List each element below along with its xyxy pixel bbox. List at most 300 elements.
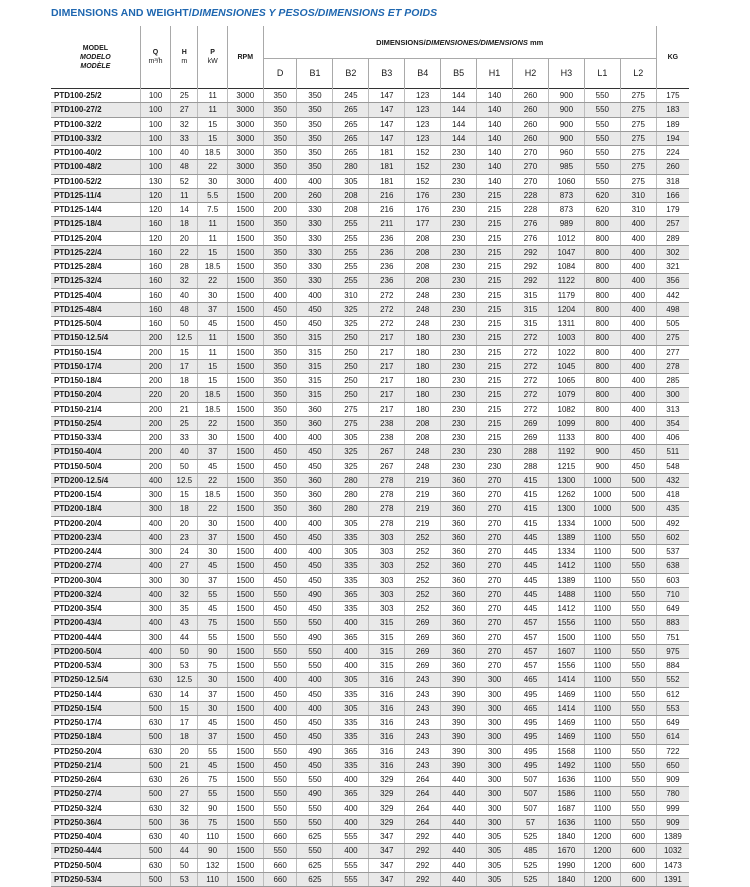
- value-cell: 1469: [548, 730, 584, 744]
- value-cell: 500: [140, 844, 170, 858]
- value-cell: 365: [333, 787, 369, 801]
- model-cell: PTD200-35/4: [51, 602, 140, 616]
- model-cell: PTD125-40/4: [51, 288, 140, 302]
- value-cell: 230: [441, 402, 477, 416]
- weight-cell: 194: [656, 131, 689, 145]
- value-cell: 270: [477, 516, 513, 530]
- value-cell: 400: [140, 530, 170, 544]
- value-cell: 275: [333, 402, 369, 416]
- value-cell: 300: [140, 630, 170, 644]
- value-cell: 390: [441, 701, 477, 715]
- value-cell: 248: [405, 302, 441, 316]
- value-cell: 123: [405, 117, 441, 131]
- value-cell: 400: [620, 374, 656, 388]
- value-cell: 230: [441, 274, 477, 288]
- value-cell: 1100: [584, 815, 620, 829]
- value-cell: 40: [171, 830, 198, 844]
- value-cell: 272: [513, 402, 549, 416]
- value-cell: 800: [584, 317, 620, 331]
- value-cell: 230: [441, 359, 477, 373]
- header-p-label: P: [210, 49, 215, 56]
- value-cell: 400: [297, 545, 333, 559]
- value-cell: 800: [584, 331, 620, 345]
- value-cell: 550: [297, 616, 333, 630]
- value-cell: 365: [333, 744, 369, 758]
- value-cell: 160: [140, 245, 170, 259]
- header-dim-h2: H2: [513, 59, 549, 89]
- value-cell: 315: [297, 388, 333, 402]
- value-cell: 22: [198, 274, 227, 288]
- value-cell: 181: [369, 160, 405, 174]
- value-cell: 900: [548, 103, 584, 117]
- weight-cell: 909: [656, 773, 689, 787]
- value-cell: 1500: [227, 402, 263, 416]
- table-row: [51, 530, 689, 544]
- value-cell: 1045: [548, 359, 584, 373]
- value-cell: 260: [513, 117, 549, 131]
- value-cell: 316: [369, 758, 405, 772]
- value-cell: 316: [369, 730, 405, 744]
- weight-cell: 612: [656, 687, 689, 701]
- value-cell: 360: [441, 545, 477, 559]
- value-cell: 350: [263, 217, 297, 231]
- value-cell: 1100: [584, 630, 620, 644]
- model-cell: PTD100-32/2: [51, 117, 140, 131]
- value-cell: 11: [198, 331, 227, 345]
- weight-cell: 285: [656, 374, 689, 388]
- value-cell: 90: [198, 844, 227, 858]
- value-cell: 350: [297, 117, 333, 131]
- value-cell: 215: [477, 188, 513, 202]
- value-cell: 230: [441, 231, 477, 245]
- value-cell: 390: [441, 687, 477, 701]
- value-cell: 1100: [584, 773, 620, 787]
- model-cell: PTD125-28/4: [51, 260, 140, 274]
- value-cell: 360: [441, 587, 477, 601]
- value-cell: 1100: [584, 673, 620, 687]
- value-cell: 200: [140, 431, 170, 445]
- value-cell: 275: [620, 146, 656, 160]
- value-cell: 300: [477, 673, 513, 687]
- value-cell: 630: [140, 673, 170, 687]
- value-cell: 243: [405, 687, 441, 701]
- value-cell: 275: [620, 131, 656, 145]
- weight-cell: 1032: [656, 844, 689, 858]
- weight-cell: 710: [656, 587, 689, 601]
- value-cell: 1500: [227, 545, 263, 559]
- value-cell: 303: [369, 545, 405, 559]
- value-cell: 300: [477, 815, 513, 829]
- value-cell: 1556: [548, 616, 584, 630]
- value-cell: 350: [263, 274, 297, 288]
- value-cell: 400: [297, 431, 333, 445]
- value-cell: 360: [441, 659, 477, 673]
- table-row: [51, 545, 689, 559]
- value-cell: 347: [369, 872, 405, 886]
- value-cell: 292: [405, 872, 441, 886]
- value-cell: 450: [263, 730, 297, 744]
- table-row: [51, 459, 689, 473]
- value-cell: 300: [477, 730, 513, 744]
- value-cell: 457: [513, 659, 549, 673]
- value-cell: 230: [441, 160, 477, 174]
- table-row: [51, 516, 689, 530]
- value-cell: 400: [263, 431, 297, 445]
- value-cell: 18.5: [198, 402, 227, 416]
- value-cell: 1500: [227, 359, 263, 373]
- value-cell: 1500: [227, 188, 263, 202]
- value-cell: 180: [405, 359, 441, 373]
- value-cell: 208: [405, 274, 441, 288]
- weight-cell: 614: [656, 730, 689, 744]
- value-cell: 219: [405, 502, 441, 516]
- value-cell: 1003: [548, 331, 584, 345]
- value-cell: 500: [140, 872, 170, 886]
- table-row: [51, 602, 689, 616]
- value-cell: 550: [620, 644, 656, 658]
- value-cell: 500: [620, 488, 656, 502]
- table-row: [51, 416, 689, 430]
- value-cell: 550: [584, 89, 620, 103]
- value-cell: 270: [477, 488, 513, 502]
- value-cell: 181: [369, 174, 405, 188]
- value-cell: 1990: [548, 858, 584, 872]
- weight-cell: 722: [656, 744, 689, 758]
- value-cell: 22: [198, 416, 227, 430]
- value-cell: 330: [297, 274, 333, 288]
- value-cell: 270: [477, 545, 513, 559]
- value-cell: 11: [198, 217, 227, 231]
- value-cell: 230: [477, 459, 513, 473]
- value-cell: 57: [513, 815, 549, 829]
- table-row: [51, 758, 689, 772]
- header-model-en: MODEL: [82, 44, 109, 52]
- value-cell: 200: [263, 188, 297, 202]
- value-cell: 550: [620, 530, 656, 544]
- value-cell: 217: [369, 374, 405, 388]
- value-cell: 485: [513, 844, 549, 858]
- value-cell: 800: [584, 260, 620, 274]
- value-cell: 123: [405, 103, 441, 117]
- value-cell: 30: [198, 288, 227, 302]
- value-cell: 360: [441, 616, 477, 630]
- value-cell: 335: [333, 602, 369, 616]
- value-cell: 215: [477, 245, 513, 259]
- value-cell: 360: [441, 530, 477, 544]
- value-cell: 1215: [548, 459, 584, 473]
- value-cell: 625: [297, 872, 333, 886]
- value-cell: 550: [620, 616, 656, 630]
- value-cell: 550: [584, 174, 620, 188]
- header-model-es: MODELO: [80, 53, 111, 61]
- value-cell: 33: [171, 131, 198, 145]
- value-cell: 228: [513, 188, 549, 202]
- weight-cell: 300: [656, 388, 689, 402]
- value-cell: 350: [263, 345, 297, 359]
- value-cell: 550: [620, 716, 656, 730]
- value-cell: 350: [263, 488, 297, 502]
- value-cell: 450: [263, 459, 297, 473]
- value-cell: 1262: [548, 488, 584, 502]
- value-cell: 350: [263, 89, 297, 103]
- value-cell: 216: [369, 203, 405, 217]
- value-cell: 215: [477, 374, 513, 388]
- value-cell: 1334: [548, 545, 584, 559]
- value-cell: 280: [333, 488, 369, 502]
- value-cell: 1469: [548, 687, 584, 701]
- value-cell: 248: [405, 317, 441, 331]
- value-cell: 400: [297, 673, 333, 687]
- value-cell: 30: [198, 431, 227, 445]
- value-cell: 400: [620, 302, 656, 316]
- value-cell: 278: [369, 502, 405, 516]
- value-cell: 1060: [548, 174, 584, 188]
- value-cell: 217: [369, 402, 405, 416]
- value-cell: 15: [198, 245, 227, 259]
- value-cell: 40: [171, 146, 198, 160]
- value-cell: 3000: [227, 160, 263, 174]
- title-italic: DIMENSIONES Y PESOS/DIMENSIONS ET POIDS: [191, 7, 438, 19]
- value-cell: 305: [333, 673, 369, 687]
- value-cell: 555: [333, 830, 369, 844]
- value-cell: 550: [297, 659, 333, 673]
- value-cell: 335: [333, 758, 369, 772]
- value-cell: 270: [477, 659, 513, 673]
- value-cell: 27: [171, 559, 198, 573]
- value-cell: 450: [620, 459, 656, 473]
- value-cell: 14: [171, 687, 198, 701]
- value-cell: 176: [405, 188, 441, 202]
- value-cell: 900: [548, 131, 584, 145]
- value-cell: 550: [263, 659, 297, 673]
- value-cell: 1100: [584, 587, 620, 601]
- value-cell: 1500: [227, 644, 263, 658]
- value-cell: 450: [620, 445, 656, 459]
- value-cell: 24: [171, 545, 198, 559]
- weight-cell: 603: [656, 573, 689, 587]
- table-row: [51, 587, 689, 601]
- table-row: [51, 445, 689, 459]
- value-cell: 180: [405, 402, 441, 416]
- value-cell: 147: [369, 117, 405, 131]
- value-cell: 230: [441, 374, 477, 388]
- value-cell: 1500: [227, 744, 263, 758]
- table-row: [51, 488, 689, 502]
- value-cell: 50: [171, 317, 198, 331]
- value-cell: 400: [620, 402, 656, 416]
- value-cell: 315: [297, 374, 333, 388]
- value-cell: 1500: [227, 787, 263, 801]
- value-cell: 360: [297, 502, 333, 516]
- value-cell: 160: [140, 217, 170, 231]
- value-cell: 40: [171, 445, 198, 459]
- value-cell: 300: [477, 787, 513, 801]
- value-cell: 316: [369, 673, 405, 687]
- value-cell: 315: [513, 317, 549, 331]
- value-cell: 315: [297, 359, 333, 373]
- weight-cell: 511: [656, 445, 689, 459]
- weight-cell: 1473: [656, 858, 689, 872]
- weight-cell: 418: [656, 488, 689, 502]
- value-cell: 465: [513, 673, 549, 687]
- value-cell: 400: [140, 473, 170, 487]
- value-cell: 450: [297, 530, 333, 544]
- value-cell: 525: [513, 872, 549, 886]
- value-cell: 272: [369, 317, 405, 331]
- value-cell: 44: [171, 630, 198, 644]
- value-cell: 120: [140, 231, 170, 245]
- value-cell: 400: [140, 616, 170, 630]
- value-cell: 550: [620, 659, 656, 673]
- value-cell: 450: [297, 459, 333, 473]
- value-cell: 252: [405, 573, 441, 587]
- value-cell: 1100: [584, 730, 620, 744]
- value-cell: 440: [441, 787, 477, 801]
- value-cell: 450: [297, 687, 333, 701]
- weight-cell: 224: [656, 146, 689, 160]
- value-cell: 269: [405, 616, 441, 630]
- value-cell: 1500: [227, 217, 263, 231]
- value-cell: 300: [140, 545, 170, 559]
- value-cell: 230: [441, 203, 477, 217]
- table-row: [51, 858, 689, 872]
- value-cell: 140: [477, 174, 513, 188]
- value-cell: 630: [140, 773, 170, 787]
- value-cell: 230: [441, 217, 477, 231]
- model-cell: PTD200-53/4: [51, 659, 140, 673]
- value-cell: 1488: [548, 587, 584, 601]
- weight-cell: 275: [656, 331, 689, 345]
- value-cell: 400: [140, 559, 170, 573]
- table-row: [51, 317, 689, 331]
- value-cell: 465: [513, 701, 549, 715]
- value-cell: 243: [405, 744, 441, 758]
- value-cell: 400: [333, 616, 369, 630]
- value-cell: 1500: [227, 331, 263, 345]
- value-cell: 50: [171, 644, 198, 658]
- value-cell: 276: [513, 231, 549, 245]
- value-cell: 1469: [548, 716, 584, 730]
- value-cell: 300: [477, 744, 513, 758]
- value-cell: 550: [263, 744, 297, 758]
- value-cell: 11: [171, 188, 198, 202]
- model-cell: PTD200-43/4: [51, 616, 140, 630]
- value-cell: 550: [620, 673, 656, 687]
- value-cell: 500: [140, 815, 170, 829]
- table-row: [51, 345, 689, 359]
- value-cell: 507: [513, 773, 549, 787]
- table-row: [51, 260, 689, 274]
- value-cell: 250: [333, 388, 369, 402]
- value-cell: 550: [584, 103, 620, 117]
- value-cell: 525: [513, 858, 549, 872]
- value-cell: 450: [263, 687, 297, 701]
- value-cell: 550: [263, 587, 297, 601]
- value-cell: 1100: [584, 787, 620, 801]
- value-cell: 22: [198, 502, 227, 516]
- value-cell: 550: [620, 630, 656, 644]
- value-cell: 303: [369, 602, 405, 616]
- value-cell: 208: [405, 260, 441, 274]
- header-q: [140, 26, 170, 89]
- value-cell: 550: [620, 587, 656, 601]
- value-cell: 250: [333, 374, 369, 388]
- value-cell: 238: [369, 416, 405, 430]
- value-cell: 600: [620, 872, 656, 886]
- value-cell: 1687: [548, 801, 584, 815]
- weight-cell: 1389: [656, 830, 689, 844]
- value-cell: 1500: [227, 872, 263, 886]
- value-cell: 144: [441, 117, 477, 131]
- value-cell: 415: [513, 516, 549, 530]
- value-cell: 457: [513, 630, 549, 644]
- value-cell: 270: [477, 502, 513, 516]
- value-cell: 48: [171, 302, 198, 316]
- value-cell: 550: [620, 687, 656, 701]
- value-cell: 1568: [548, 744, 584, 758]
- model-cell: PTD200-44/4: [51, 630, 140, 644]
- value-cell: 500: [620, 545, 656, 559]
- value-cell: 243: [405, 716, 441, 730]
- weight-cell: 553: [656, 701, 689, 715]
- value-cell: 400: [620, 288, 656, 302]
- value-cell: 270: [477, 587, 513, 601]
- value-cell: 1100: [584, 530, 620, 544]
- value-cell: 267: [369, 459, 405, 473]
- value-cell: 14: [171, 203, 198, 217]
- value-cell: 360: [441, 630, 477, 644]
- value-cell: 20: [171, 744, 198, 758]
- weight-cell: 537: [656, 545, 689, 559]
- value-cell: 400: [620, 245, 656, 259]
- value-cell: 1100: [584, 701, 620, 715]
- value-cell: 450: [263, 302, 297, 316]
- value-cell: 265: [333, 146, 369, 160]
- weight-cell: 435: [656, 502, 689, 516]
- value-cell: 300: [477, 801, 513, 815]
- value-cell: 200: [140, 416, 170, 430]
- weight-cell: 321: [656, 260, 689, 274]
- value-cell: 30: [198, 174, 227, 188]
- value-cell: 400: [333, 844, 369, 858]
- value-cell: 360: [297, 488, 333, 502]
- value-cell: 1200: [584, 844, 620, 858]
- value-cell: 252: [405, 602, 441, 616]
- value-cell: 300: [477, 687, 513, 701]
- model-cell: PTD200-18/4: [51, 502, 140, 516]
- value-cell: 250: [333, 359, 369, 373]
- model-cell: PTD200-50/4: [51, 644, 140, 658]
- value-cell: 490: [297, 787, 333, 801]
- table-row: [51, 274, 689, 288]
- table-row: [51, 431, 689, 445]
- table-row: [51, 388, 689, 402]
- value-cell: 335: [333, 530, 369, 544]
- value-cell: 303: [369, 573, 405, 587]
- value-cell: 330: [297, 245, 333, 259]
- model-cell: PTD250-44/4: [51, 844, 140, 858]
- value-cell: 1500: [227, 388, 263, 402]
- model-cell: PTD150-18/4: [51, 374, 140, 388]
- weight-cell: 278: [656, 359, 689, 373]
- value-cell: 55: [198, 630, 227, 644]
- header-dimensions-unit: mm: [527, 37, 544, 47]
- value-cell: 300: [477, 758, 513, 772]
- value-cell: 360: [441, 488, 477, 502]
- value-cell: 100: [140, 160, 170, 174]
- header-h: [171, 26, 198, 89]
- value-cell: 550: [263, 630, 297, 644]
